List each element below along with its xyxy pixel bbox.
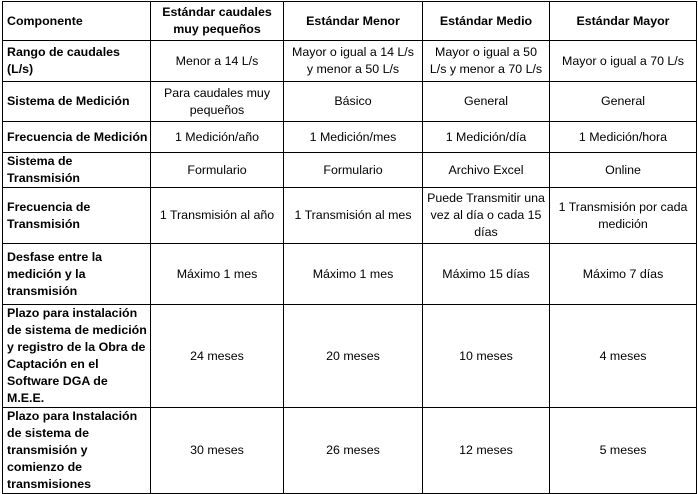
table-cell: 10 meses: [423, 305, 550, 408]
table-cell: 1 Medición/año: [151, 122, 284, 153]
table-cell: Máximo 7 días: [550, 244, 697, 305]
table-cell: Máximo 1 mes: [284, 244, 423, 305]
table-cell: 1 Transmisión por cada medición: [550, 188, 697, 244]
row-label: Frecuencia de Medición: [3, 122, 151, 153]
table-cell: 1 Transmisión al año: [151, 188, 284, 244]
table-cell: Puede Transmitir una vez al día o cada 15 días: [423, 188, 550, 244]
row-label: Plazo para Instalación de sistema de transmisión y comienzo de transmisiones: [3, 408, 151, 494]
table-row: [3, 244, 697, 305]
table-row: [3, 153, 697, 188]
column-header-mayor: Estándar Mayor: [550, 2, 697, 41]
standards-table: [2, 1, 697, 494]
table-row: [3, 122, 697, 153]
table-cell: Formulario: [151, 153, 284, 188]
row-label: Frecuencia de Transmisión: [3, 188, 151, 244]
table-cell: 1 Transmisión al mes: [284, 188, 423, 244]
table-row: [3, 408, 697, 494]
table-cell: Básico: [284, 82, 423, 122]
table-cell: 1 Medición/mes: [284, 122, 423, 153]
table-cell: 1 Medición/hora: [550, 122, 697, 153]
row-label: Sistema de Medición: [3, 82, 151, 122]
table-cell: Formulario: [284, 153, 423, 188]
table-cell: 24 meses: [151, 305, 284, 408]
row-label: Plazo para instalación de sistema de medición y registro de la Obra de Captación en el Software DGA de M.E.E.: [3, 305, 151, 408]
table-cell: Mayor o igual a 14 L/s y menor a 50 L/s: [284, 41, 423, 82]
table-cell: Mayor o igual a 50 L/s y menor a 70 L/s: [423, 41, 550, 82]
column-header-menor: Estándar Menor: [284, 2, 423, 41]
table-cell: 26 meses: [284, 408, 423, 494]
table-cell: 1 Medición/día: [423, 122, 550, 153]
column-header-muy-pequenos: Estándar caudales muy pequeños: [151, 2, 284, 41]
table-cell: Máximo 15 días: [423, 244, 550, 305]
table-cell: 20 meses: [284, 305, 423, 408]
table-row: [3, 188, 697, 244]
table-row: [3, 305, 697, 408]
table-row: [3, 41, 697, 82]
table-cell: Mayor o igual a 70 L/s: [550, 41, 697, 82]
table-cell: General: [550, 82, 697, 122]
header-corner: Componente: [3, 2, 151, 41]
table-cell: Archivo Excel: [423, 153, 550, 188]
column-header-medio: Estándar Medio: [423, 2, 550, 41]
table-cell: 12 meses: [423, 408, 550, 494]
table-cell: Menor a 14 L/s: [151, 41, 284, 82]
table-row: [3, 82, 697, 122]
row-label: Sistema de Transmisión: [3, 153, 151, 188]
table-cell: General: [423, 82, 550, 122]
table-cell: 4 meses: [550, 305, 697, 408]
table-cell: Máximo 1 mes: [151, 244, 284, 305]
table-cell: Para caudales muy pequeños: [151, 82, 284, 122]
row-label: Desfase entre la medición y la transmisión: [3, 244, 151, 305]
table-cell: 30 meses: [151, 408, 284, 494]
header-row: [3, 2, 697, 41]
table-cell: Online: [550, 153, 697, 188]
table-cell: 5 meses: [550, 408, 697, 494]
row-label: Rango de caudales (L/s): [3, 41, 151, 82]
